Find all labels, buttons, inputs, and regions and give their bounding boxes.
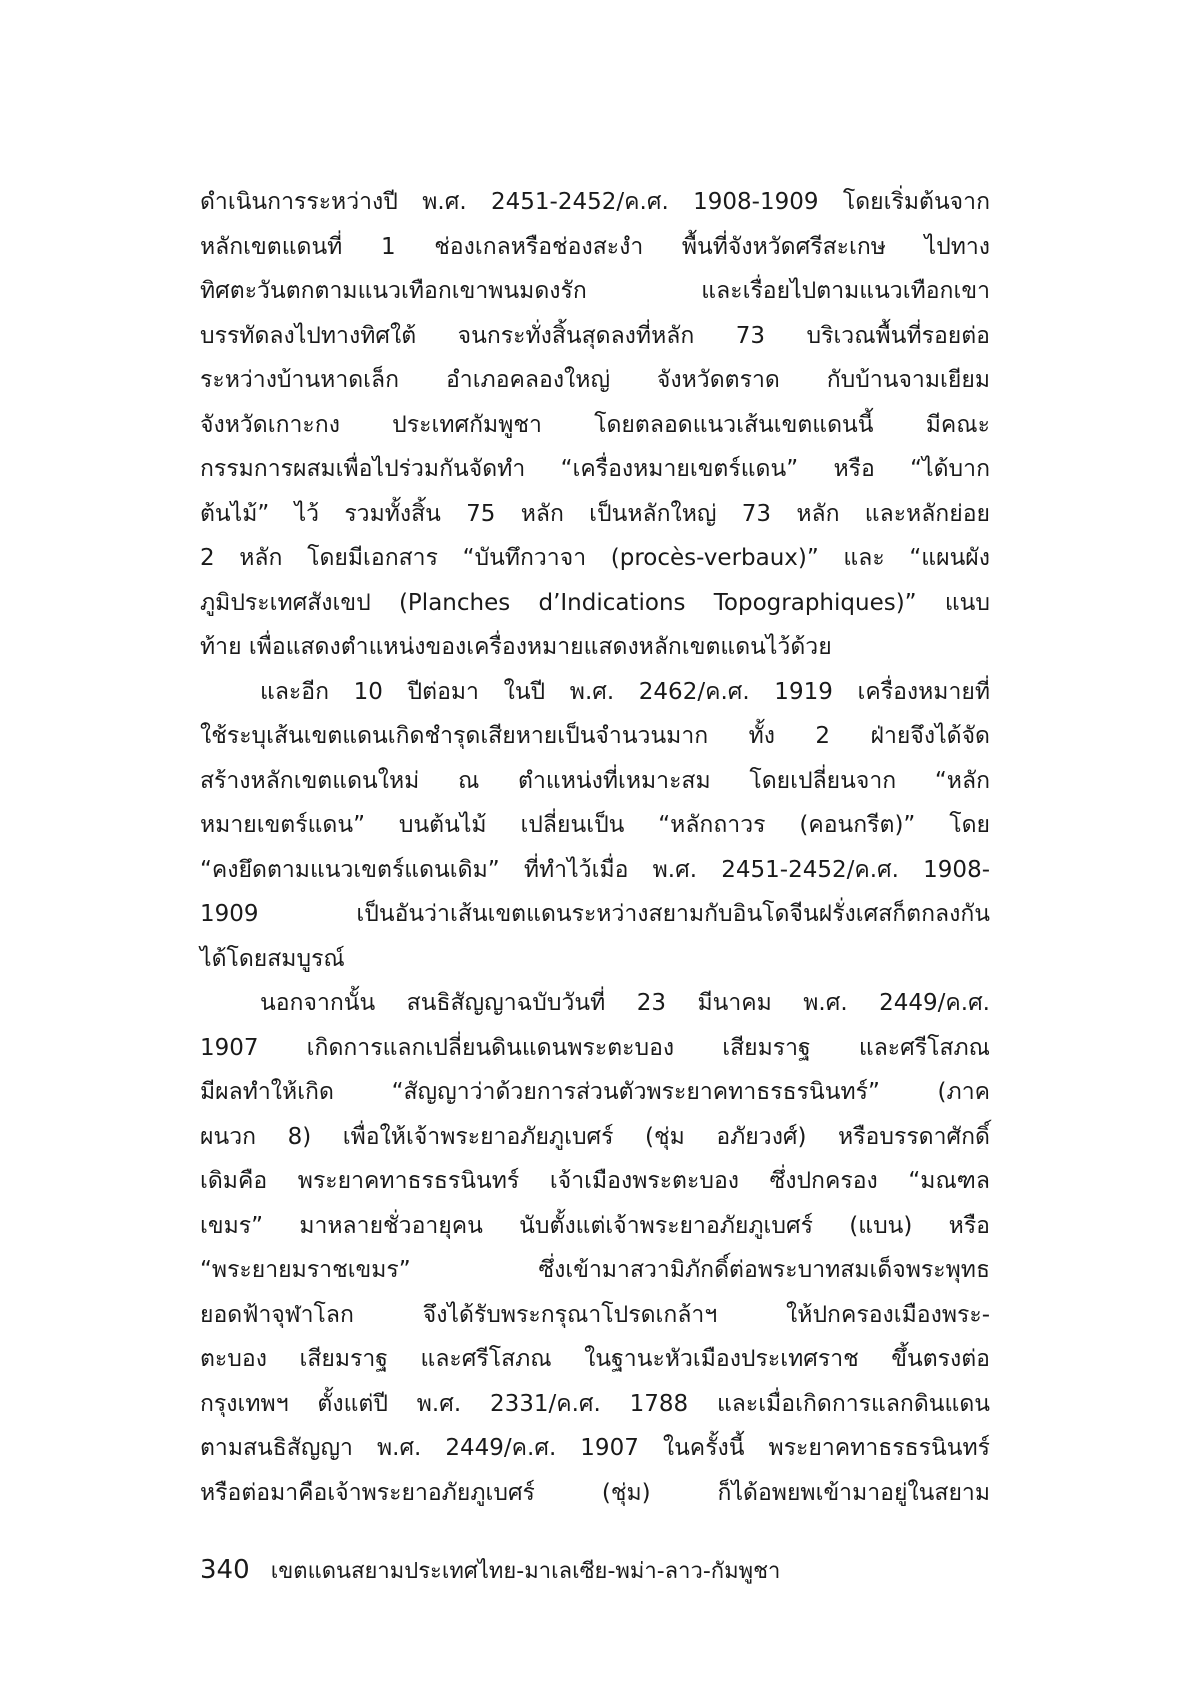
text-line: 2 หลัก โดยมีเอกสาร “บันทึกวาจา (procès-verbaux)” และ “แผนผัง xyxy=(200,545,990,571)
text-line: ตามสนธิสัญญา พ.ศ. 2449/ค.ศ. 1907 ในครั้งนี้ พระยาคทาธรธรนินทร์ xyxy=(200,1435,990,1461)
body-text xyxy=(200,180,990,1515)
page-footer xyxy=(200,1548,780,1592)
text-line: ได้โดยสมบูรณ์ xyxy=(200,945,345,972)
text-line: 1907 เกิดการแลกเปลี่ยนดินแดนพระตะบอง เสียมราฐ และศรีโสภณ xyxy=(200,1034,990,1061)
text-line: หมายเขตร์แดน” บนต้นไม้ เปลี่ยนเป็น “หลักถาวร (คอนกรีต)” โดย xyxy=(200,812,990,838)
text-line: ยอดฟ้าจุฬาโลก จึงได้รับพระกรุณาโปรดเกล้าฯ ให้ปกครองเมืองพระ- xyxy=(200,1301,990,1328)
text-line: บรรทัดลงไปทางทิศใต้ จนกระทั่งสิ้นสุดลงที่หลัก 73 บริเวณพื้นที่รอยต่อ xyxy=(200,322,990,349)
text-line: กรุงเทพฯ ตั้งแต่ปี พ.ศ. 2331/ค.ศ. 1788 และเมื่อเกิดการแลกดินแดน xyxy=(200,1390,990,1417)
text-line: สร้างหลักเขตแดนใหม่ ณ ตำแหน่งที่เหมาะสม โดยเปลี่ยนจาก “หลัก xyxy=(200,767,990,794)
text-line: ดำเนินการระหว่างปี พ.ศ. 2451-2452/ค.ศ. 1908-1909 โดยเริ่มต้นจาก xyxy=(200,189,990,215)
text-line: จังหวัดเกาะกง ประเทศกัมพูชา โดยตลอดแนวเส้นเขตแดนนี้ มีคณะ xyxy=(200,411,990,438)
text-line: ทิศตะวันตกตามแนวเทือกเขาพนมดงรัก และเรื่อยไปตามแนวเทือกเขา xyxy=(200,278,990,304)
page-number: 340 xyxy=(200,1555,250,1585)
text-line: ภูมิประเทศสังเขป (Planches d’Indications Topographiques)” แนบ xyxy=(200,589,990,616)
text-line: กรรมการผสมเพื่อไปร่วมกันจัดทำ “เครื่องหมายเขตร์แดน” หรือ “ได้บาก xyxy=(200,456,990,482)
running-title: เขตแดนสยามประเทศไทย-มาเลเซีย-พม่า-ลาว-กัมพูชา xyxy=(270,1559,781,1584)
paragraph-first-line: และอีก 10 ปีต่อมา ในปี พ.ศ. 2462/ค.ศ. 1919 เครื่องหมายที่ xyxy=(260,678,990,705)
text-line: ระหว่างบ้านหาดเล็ก อำเภอคลองใหญ่ จังหวัดตราด กับบ้านจามเยียม xyxy=(200,367,990,393)
paragraph-first-line: นอกจากนั้น สนธิสัญญาฉบับวันที่ 23 มีนาคม พ.ศ. 2449/ค.ศ. xyxy=(260,990,990,1016)
text-line: หรือต่อมาคือเจ้าพระยาอภัยภูเบศร์ (ชุ่ม) ก็ได้อพยพเข้ามาอยู่ในสยาม xyxy=(200,1479,990,1506)
text-line: หลักเขตแดนที่ 1 ช่องเกลหรือช่องสะงำ พื้นที่จังหวัดศรีสะเกษ ไปทาง xyxy=(200,233,990,260)
text-line: ต้นไม้” ไว้ รวมทั้งสิ้น 75 หลัก เป็นหลักใหญ่ 73 หลัก และหลักย่อย xyxy=(200,500,990,527)
text-line: เดิมคือ พระยาคทาธรธรนินทร์ เจ้าเมืองพระตะบอง ซึ่งปกครอง “มณฑล xyxy=(200,1168,990,1194)
text-line: ผนวก 8) เพื่อให้เจ้าพระยาอภัยภูเบศร์ (ชุ่ม อภัยวงศ์) หรือบรรดาศักดิ์ xyxy=(200,1123,990,1150)
text-line: ตะบอง เสียมราฐ และศรีโสภณ ในฐานะหัวเมืองประเทศราช ขึ้นตรงต่อ xyxy=(200,1346,990,1372)
text-line: มีผลทำให้เกิด “สัญญาว่าด้วยการส่วนตัวพระยาคทาธรธรนินทร์” (ภาค xyxy=(200,1079,990,1105)
text-line: 1909 เป็นอันว่าเส้นเขตแดนระหว่างสยามกับอินโดจีนฝรั่งเศสก็ตกลงกัน xyxy=(200,901,990,927)
text-line: ใช้ระบุเส้นเขตแดนเกิดชำรุดเสียหายเป็นจำนวนมาก ทั้ง 2 ฝ่ายจึงได้จัด xyxy=(200,723,990,749)
text-line: “พระยายมราชเขมร” ซึ่งเข้ามาสวามิภักดิ์ต่อพระบาทสมเด็จพระพุทธ xyxy=(200,1257,990,1283)
text-line: เขมร” มาหลายชั่วอายุคน นับตั้งแต่เจ้าพระยาอภัยภูเบศร์ (แบน) หรือ xyxy=(200,1212,990,1239)
text-line: ท้าย เพื่อแสดงตำแหน่งของเครื่องหมายแสดงหลักเขตแดนไว้ด้วย xyxy=(200,634,832,660)
text-line: “คงยึดตามแนวเขตร์แดนเดิม” ที่ทำไว้เมื่อ พ.ศ. 2451-2452/ค.ศ. 1908- xyxy=(200,856,990,883)
